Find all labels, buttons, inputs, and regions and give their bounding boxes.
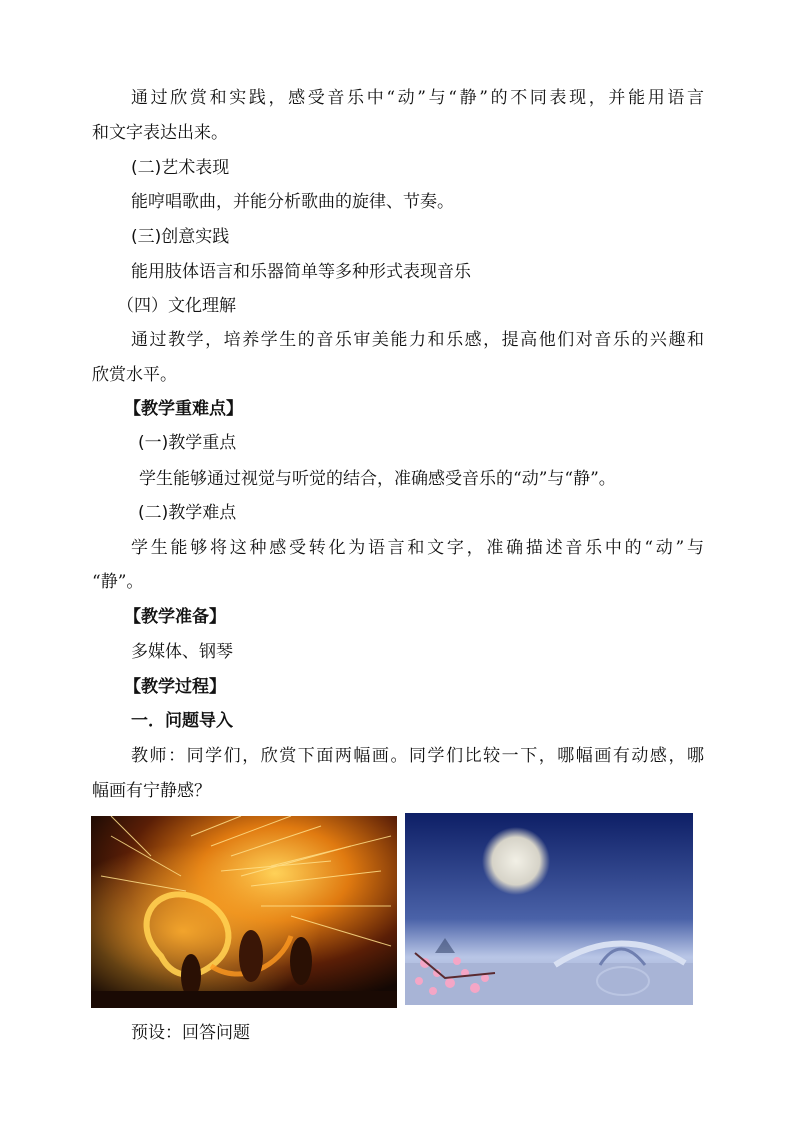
fire-dragon-image: [91, 816, 397, 1008]
paragraph-teacher-line2: 幅画有宁静感？: [92, 781, 211, 801]
heading-key-difficult: 【教学重难点】: [124, 399, 243, 419]
fire-dragon-illustration: [91, 816, 397, 1008]
paragraph-art-expression: 能哼唱歌曲，并能分析歌曲的旋律、节奏。: [131, 192, 454, 212]
paragraph-culture-line2: 欣赏水平。: [92, 365, 177, 385]
heading-key-point: (一)教学重点: [138, 433, 237, 453]
paragraph-culture-line1: 通过教学，培养学生的音乐审美能力和乐感，提高他们对音乐的兴趣和: [131, 330, 704, 350]
heading-cultural-understanding: （四）文化理解: [117, 296, 236, 316]
heading-process: 【教学过程】: [124, 677, 226, 697]
paragraph-preparation: 多媒体、钢琴: [131, 642, 233, 662]
moonlit-lake-image: [405, 813, 693, 1005]
moonlit-lake-illustration: [405, 813, 693, 1005]
heading-difficult-point: (二)教学难点: [138, 503, 237, 523]
paragraph-teacher-line1: 教师：同学们，欣赏下面两幅画。同学们比较一下，哪幅画有动感，哪: [131, 746, 704, 766]
paragraph-key-point: 学生能够通过视觉与听觉的结合，准确感受音乐的“动”与“静”。: [139, 469, 616, 489]
paragraph-goal-line1: 通过欣赏和实践，感受音乐中“动”与“静”的不同表现，并能用语言: [131, 88, 704, 108]
heading-creative-practice: (三)创意实践: [131, 227, 230, 247]
heading-intro: 一．问题导入: [131, 711, 233, 731]
paragraph-goal-line2: 和文字表达出来。: [92, 123, 228, 143]
paragraph-difficult-line2: “静”。: [92, 572, 144, 592]
paragraph-preset: 预设：回答问题: [131, 1023, 250, 1043]
paragraph-creative-practice: 能用肢体语言和乐器简单等多种形式表现音乐: [131, 262, 471, 282]
heading-art-expression: (二)艺术表现: [131, 158, 230, 178]
paragraph-difficult-line1: 学生能够将这种感受转化为语言和文字，准确描述音乐中的“动”与: [131, 538, 704, 558]
heading-preparation: 【教学准备】: [124, 607, 226, 627]
